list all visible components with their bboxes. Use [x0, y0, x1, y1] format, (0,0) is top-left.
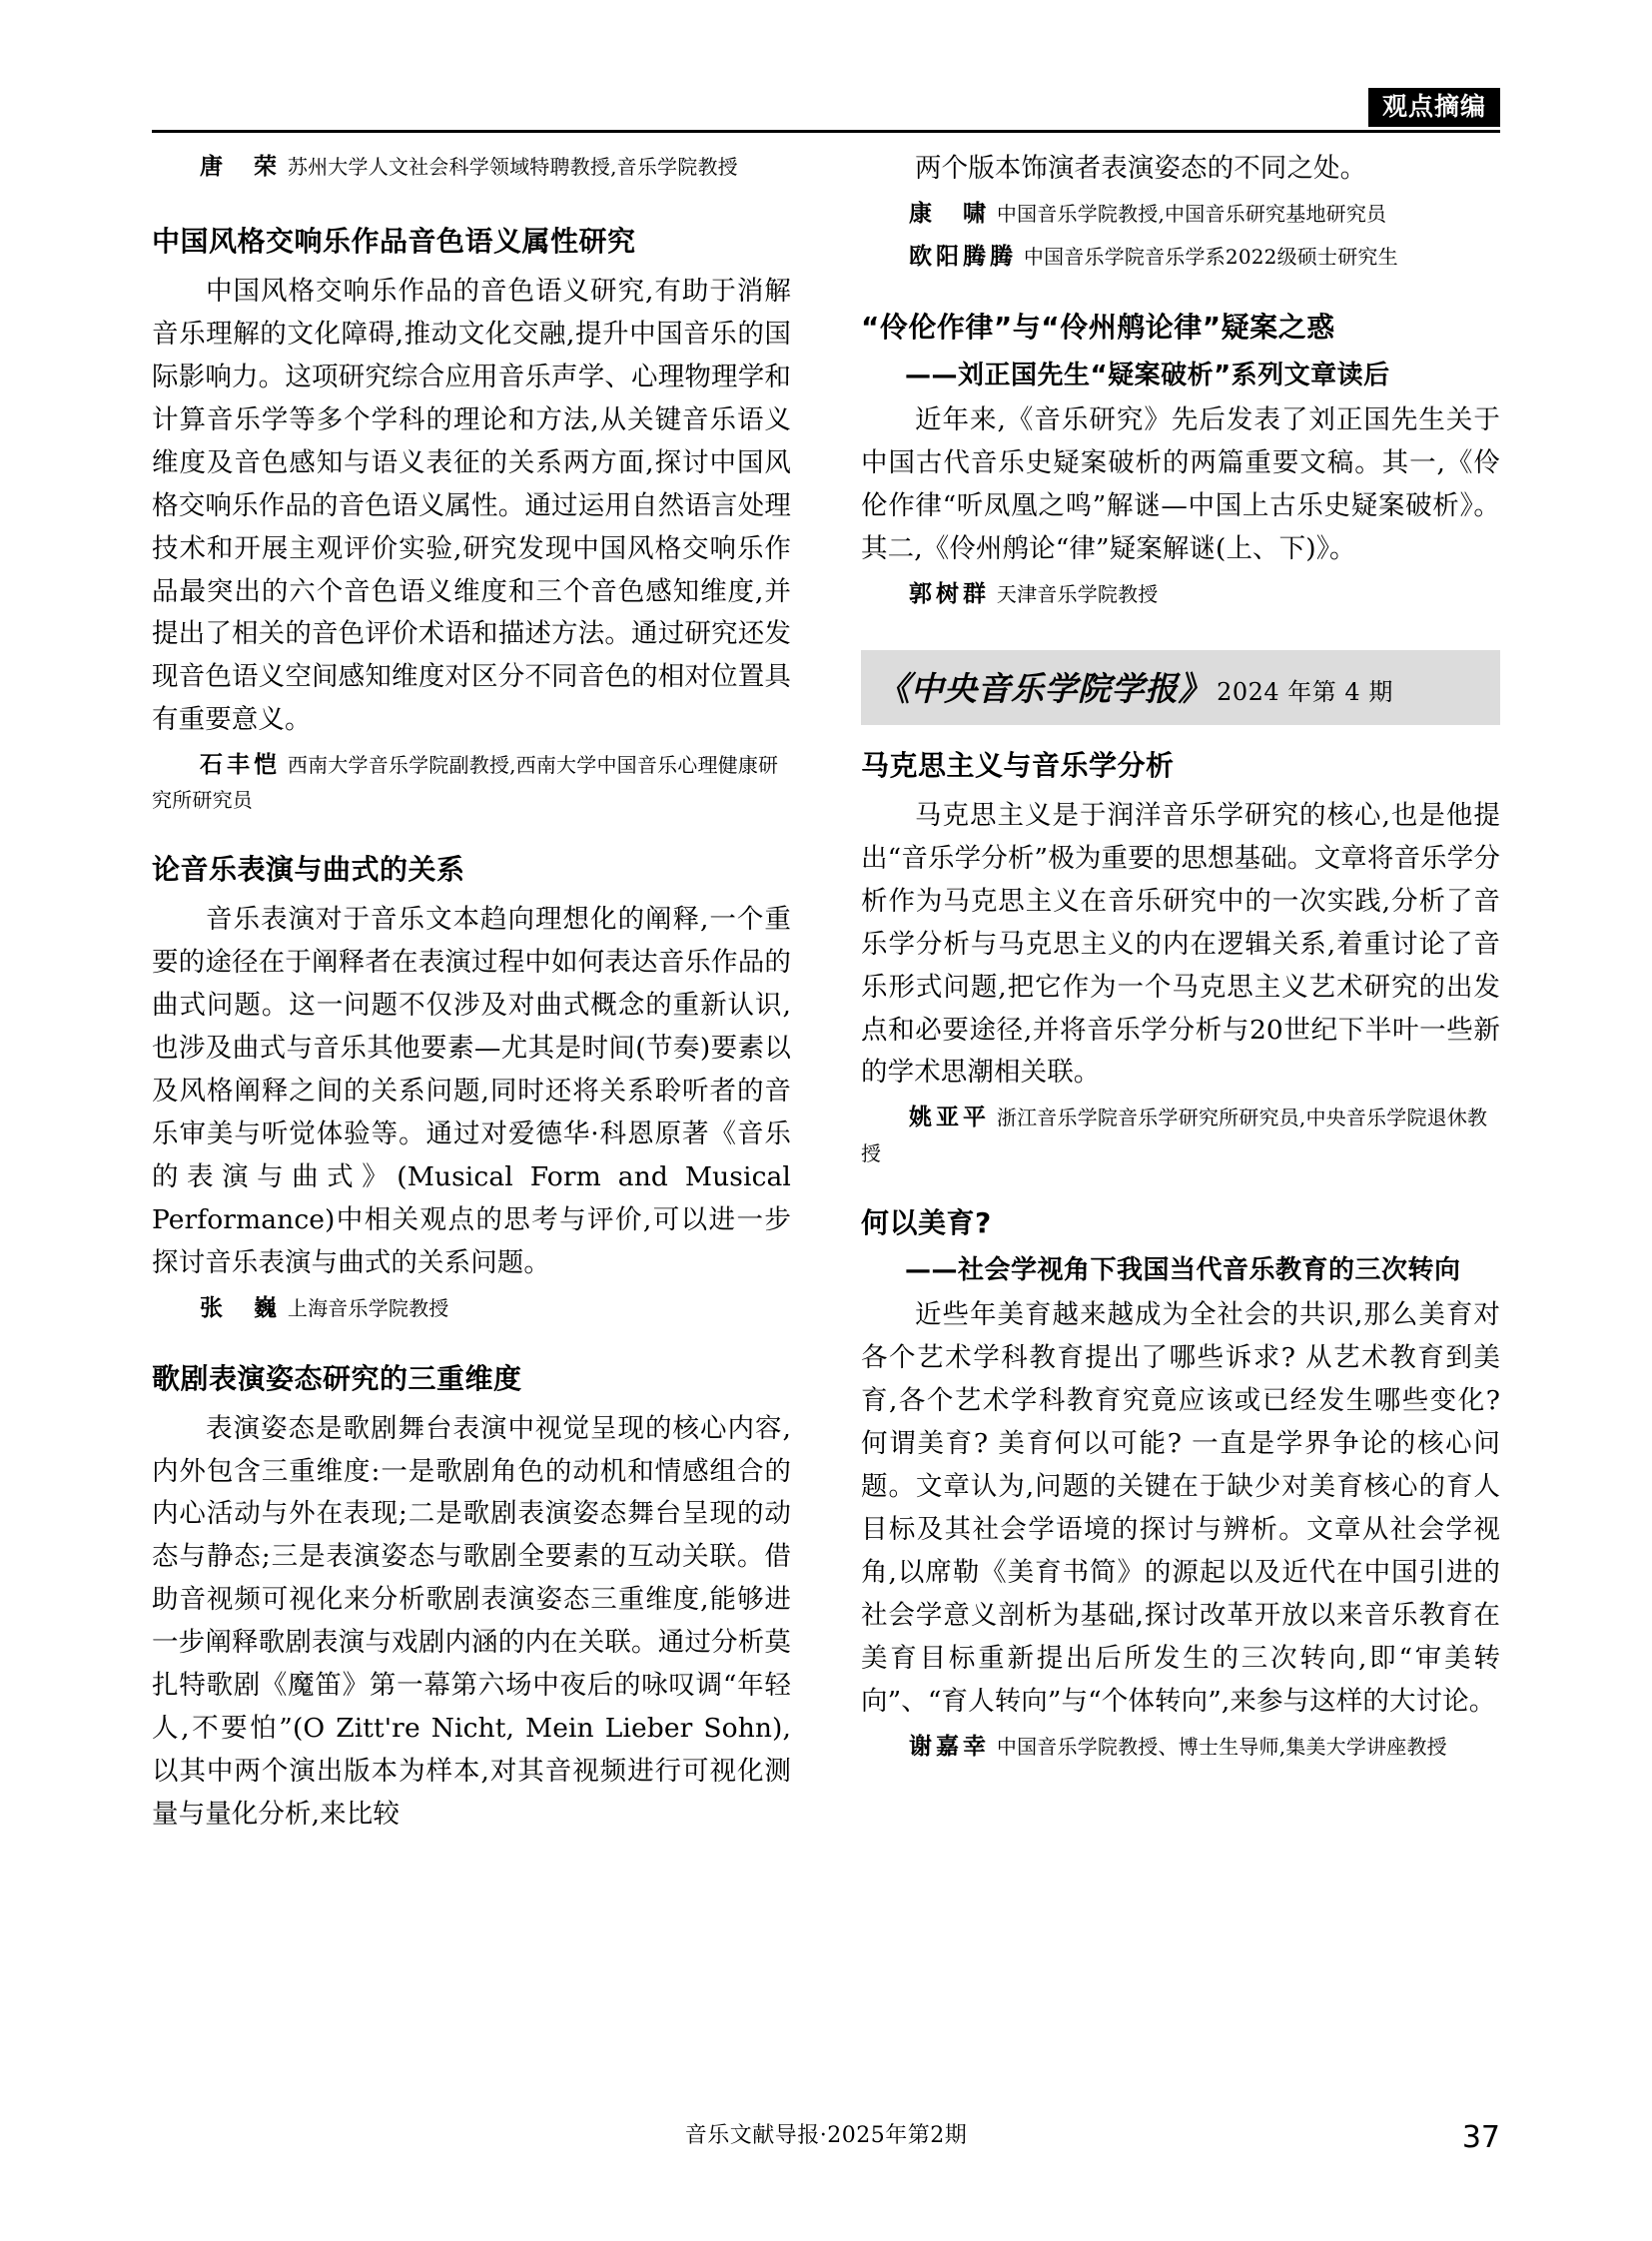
article-subtitle: ——刘正国先生“疑案破析”系列文章读后 — [905, 361, 1390, 391]
article-byline — [152, 746, 791, 817]
footer-running-title: 音乐文献导报·2025年第2期 — [684, 2123, 968, 2148]
article-title: 何以美育? — [861, 1205, 992, 1239]
page-number: 37 — [1461, 2120, 1500, 2155]
author-name: 姚亚平 — [909, 1104, 990, 1131]
author-name: 唐 荣 — [200, 153, 281, 180]
article-title: “伶伦作律”与“伶州鸼论律”疑案之惑 — [861, 311, 1335, 345]
article-byline — [861, 238, 1500, 275]
article-title: 论音乐表演与曲式的关系 — [152, 853, 465, 887]
article-byline — [861, 1728, 1500, 1765]
section-tag: 观点摘编 — [1368, 88, 1500, 127]
article-body: 近些年美育越来越成为全社会的共识,那么美育对各个艺术学科教育提出了哪些诉求? 从艺术教育到美育,各个艺术学科教育究竟应该或已经发生哪些变化? 何谓美育? 美育何以可能? 一直是学界争论的核心问题。文章认为,问题的关键在于缺少对美育核心的育人目标及其社会学语境的探讨与辨析。文章从社会学视角,以席勒《美育书简》的源起以及近代在中国引进的社会学意义剖析为基础,探讨改革开放以来音乐教育在美育目标重新提出后所发生的三次转向,即“审美转向”、“育人转向”与“个体转向”,来参与这样的大讨论。 — [861, 1299, 1500, 1717]
author-affiliation: 中国音乐学院音乐学系2022级硕士研究生 — [1023, 245, 1398, 270]
article-byline — [861, 1099, 1500, 1169]
article-byline — [861, 195, 1500, 232]
author-name: 欧阳腾腾 — [909, 243, 1017, 271]
author-affiliation: 中国音乐学院教授,中国音乐研究基地研究员 — [996, 201, 1387, 226]
article-title: 中国风格交响乐作品音色语义属性研究 — [152, 225, 636, 259]
article-byline — [861, 575, 1500, 612]
left-column — [152, 148, 791, 1841]
journal-issue: 2024 年第 4 期 — [1217, 678, 1393, 707]
page-header — [152, 88, 1500, 132]
author-affiliation: 中国音乐学院教授、博士生导师,集美大学讲座教授 — [996, 1734, 1447, 1759]
article-title: 歌剧表演姿态研究的三重维度 — [152, 1361, 522, 1395]
right-column — [861, 148, 1500, 1771]
article-title: 马克思主义与音乐学分析 — [861, 749, 1175, 783]
article-body: 表演姿态是歌剧舞台表演中视觉呈现的核心内容,内外包含三重维度:一是歌剧角色的动机和情感组合的内心活动与外在表现;二是歌剧表演姿态舞台呈现的动态与静态;三是表演姿态与歌剧全要素的互动关联。借助音视频可视化来分析歌剧表演姿态三重维度,能够进一步阐释歌剧表演与戏剧内涵的内在关联。通过分析莫扎特歌剧《魔笛》第一幕第六场中夜后的咏叹调“年轻人,不要怕”(O Zitt're Nicht, Mein Lieber Sohn),以其中两个演出版本为样本,对其音视频进行可视化测量与量化分析,来比较 — [152, 1412, 791, 1830]
lead-byline — [152, 148, 791, 185]
author-name: 石丰恺 — [200, 751, 281, 779]
article-subtitle: ——社会学视角下我国当代音乐教育的三次转向 — [905, 1255, 1461, 1286]
author-name: 郭树群 — [909, 579, 990, 607]
article-byline — [152, 1289, 791, 1326]
article-body: 音乐表演对于音乐文本趋向理想化的阐释,一个重要的途径在于阐释者在表演过程中如何表达音乐作品的曲式问题。这一问题不仅涉及对曲式概念的重新认识,也涉及曲式与音乐其他要素—尤其是时间(节奏)要素以及风格阐释之间的关系问题,同时还将关系聆听者的音乐审美与听觉体验等。通过对爱德华·科恩原著《音乐的表演与曲式》(Musical Form and Musical Performance)中相关观点的思考与评价,可以进一步探讨音乐表演与曲式的关系问题。 — [152, 904, 791, 1278]
author-affiliation: 上海音乐学院教授 — [287, 1295, 449, 1320]
journal-issue-banner — [861, 650, 1500, 725]
article-body: 马克思主义是于润洋音乐学研究的核心,也是他提出“音乐学分析”极为重要的思想基础。文章将音乐学分析作为马克思主义在音乐研究中的一次实践,分析了音乐学分析与马克思主义的内在逻辑关系,着重讨论了音乐形式问题,把它作为一个马克思主义艺术研究的出发点和必要途径,并将音乐学分析与20世纪下半叶一些新的学术思潮相关联。 — [861, 799, 1500, 1089]
author-affiliation: 西南大学音乐学院副教授,西南大学中国音乐心理健康研究所研究员 — [152, 753, 779, 813]
journal-title: 《中央音乐学院学报》 — [877, 669, 1212, 709]
author-name: 张 巍 — [200, 1293, 281, 1321]
article-body: 中国风格交响乐作品的音色语义研究,有助于消解音乐理解的文化障碍,推动文化交融,提升中国音乐的国际影响力。这项研究综合应用音乐声学、心理物理学和计算音乐学等多个学科的理论和方法,从关键音乐语义维度及音色感知与语义表征的关系两方面,探讨中国风格交响乐作品的音色语义属性。通过运用自然语言处理技术和开展主观评价实验,研究发现中国风格交响乐作品最突出的六个音色语义维度和三个音色感知维度,并提出了相关的音色评价术语和描述方法。通过研究还发现音色语义空间感知维度对区分不同音色的相对位置具有重要意义。 — [152, 276, 791, 736]
header-divider — [152, 130, 1500, 133]
author-affiliation: 苏州大学人文社会科学领域特聘教授,音乐学院教授 — [287, 155, 738, 179]
author-name: 康 啸 — [909, 199, 990, 227]
article-body-continuation: 两个版本饰演者表演姿态的不同之处。 — [915, 153, 1367, 184]
author-name: 谢嘉幸 — [909, 1732, 990, 1760]
author-affiliation: 浙江音乐学院音乐学研究所研究员,中央音乐学院退休教授 — [861, 1106, 1488, 1165]
article-body: 近年来,《音乐研究》先后发表了刘正国先生关于中国古代音乐史疑案破析的两篇重要文稿。其一,《伶伦作律“听凤凰之鸣”解谜—中国上古乐史疑案破析》。其二,《伶州鸼论“律”疑案解谜(上、下)》。 — [861, 404, 1500, 564]
author-affiliation: 天津音乐学院教授 — [996, 581, 1159, 606]
